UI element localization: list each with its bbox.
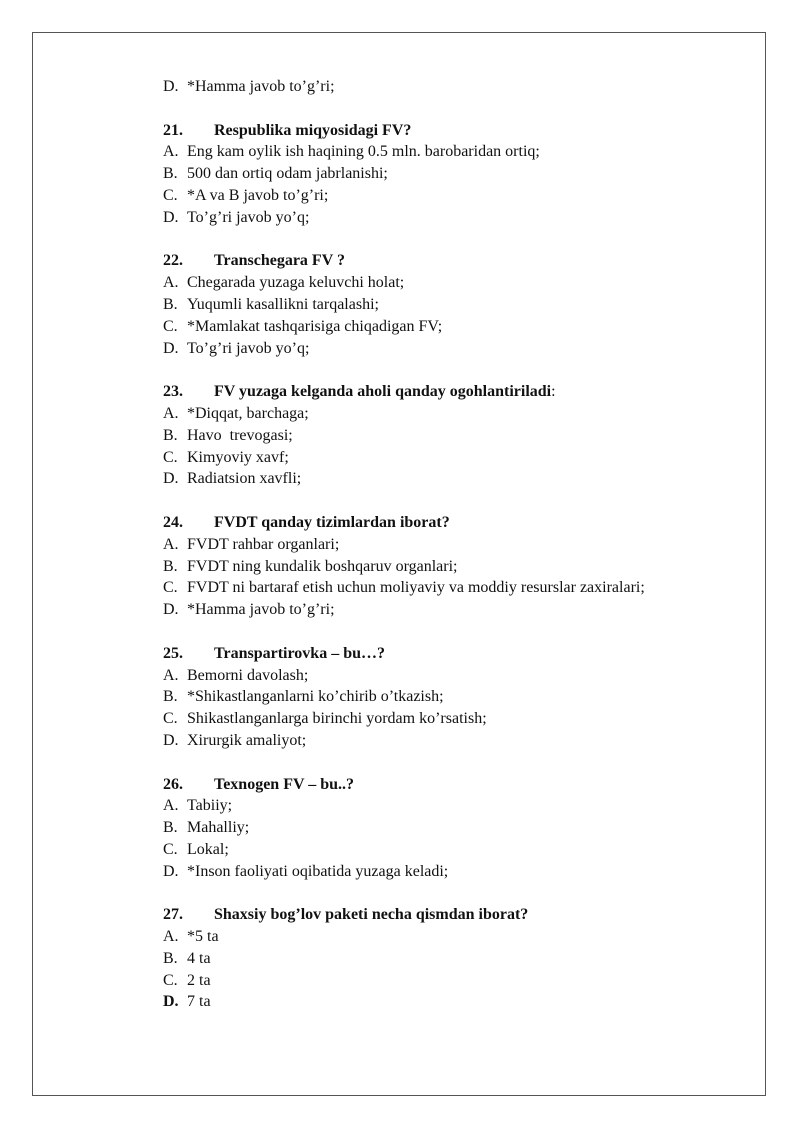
- question-24-option-b: [163, 556, 763, 578]
- question-21-option-c: [163, 185, 763, 207]
- option-text: Eng kam oylik ish haqining 0.5 mln. barobaridan ortiq;: [187, 143, 540, 161]
- question-25-option-b: [163, 686, 763, 708]
- question-number: 22.: [163, 252, 183, 270]
- question-title: Respublika miqyosidagi FV?: [214, 121, 412, 139]
- option-letter: B.: [163, 949, 178, 967]
- option-text: Yuqumli kasallikni tarqalashi;: [187, 295, 379, 313]
- option-text: *A va B javob to’g’ri;: [187, 186, 329, 204]
- option-letter: D.: [163, 993, 179, 1011]
- option-text: *Shikastlanganlarni ko’chirib o’tkazish;: [187, 688, 444, 706]
- question-number: 24.: [163, 513, 183, 531]
- question-24-option-d: [163, 599, 763, 621]
- question-26-option-b: [163, 817, 763, 839]
- option-letter: A.: [163, 404, 179, 422]
- question-23-option-d: [163, 468, 763, 490]
- question-title: Transchegara FV ?: [214, 252, 345, 270]
- option-text: FVDT rahbar organlari;: [187, 535, 340, 553]
- option-letter: C.: [163, 186, 178, 204]
- option-text: 7 ta: [187, 993, 211, 1011]
- option-text: To’g’ri javob yo’q;: [187, 339, 310, 357]
- option-letter: D.: [163, 339, 179, 357]
- question-27-heading: [163, 904, 763, 926]
- option-text: 500 dan ortiq odam jabrlanishi;: [187, 165, 388, 183]
- option-text: Radiatsion xavfli;: [187, 470, 302, 488]
- question-26-option-a: [163, 795, 763, 817]
- option-text: Shikastlanganlarga birinchi yordam ko’rsatish;: [187, 710, 487, 728]
- option-text: Chegarada yuzaga keluvchi holat;: [187, 274, 405, 292]
- option-letter: B.: [163, 557, 178, 575]
- question-21-heading: [163, 120, 763, 142]
- question-22-option-c: [163, 316, 763, 338]
- option-letter: A.: [163, 274, 179, 292]
- option-letter: C.: [163, 317, 178, 335]
- option-text: 4 ta: [187, 949, 211, 967]
- option-letter: D.: [163, 601, 179, 619]
- question-title-suffix: :: [551, 383, 556, 401]
- question-number: 27.: [163, 906, 183, 924]
- question-25-option-d: [163, 730, 763, 752]
- option-letter: D.: [163, 470, 179, 488]
- option-letter: D.: [163, 78, 179, 95]
- question-21-option-b: [163, 163, 763, 185]
- question-23-option-c: [163, 447, 763, 469]
- question-title: Shaxsiy bog’lov paketi necha qismdan iborat?: [214, 906, 529, 924]
- option-letter: C.: [163, 971, 178, 989]
- question-22-option-b: [163, 294, 763, 316]
- question-25-option-a: [163, 665, 763, 687]
- option-letter: A.: [163, 143, 179, 161]
- option-text: Tabiiy;: [187, 797, 233, 815]
- question-23-heading: [163, 381, 763, 403]
- document-content: [163, 76, 763, 1013]
- option-text: FVDT ning kundalik boshqaruv organlari;: [187, 557, 458, 575]
- option-text: *Diqqat, barchaga;: [187, 404, 309, 422]
- option-letter: C.: [163, 840, 178, 858]
- question-22-heading: [163, 250, 763, 272]
- question-number: 25.: [163, 644, 183, 662]
- option-text: *Hamma javob to’g’ri;: [187, 78, 335, 95]
- option-text: *Mamlakat tashqarisiga chiqadigan FV;: [187, 317, 443, 335]
- question-21-option-a: [163, 141, 763, 163]
- option-text: FVDT ni bartaraf etish uchun moliyaviy va moddiy resurslar zaxiralari;: [187, 579, 645, 597]
- option-letter: C.: [163, 579, 178, 597]
- option-letter: B.: [163, 688, 178, 706]
- question-26-option-d: [163, 861, 763, 883]
- question-27-option-a: [163, 926, 763, 948]
- option-letter: A.: [163, 797, 179, 815]
- question-number: 21.: [163, 121, 183, 139]
- option-letter: C.: [163, 710, 178, 728]
- option-letter: B.: [163, 165, 178, 183]
- option-letter: A.: [163, 666, 179, 684]
- question-27-option-b: [163, 948, 763, 970]
- question-27-option-c: [163, 970, 763, 992]
- question-23-option-a: [163, 403, 763, 425]
- question-title: FV yuzaga kelganda aholi qanday ogohlantiriladi: [214, 383, 552, 401]
- question-24-option-c: [163, 577, 763, 599]
- option-text: 2 ta: [187, 971, 211, 989]
- question-title: Texnogen FV – bu..?: [214, 775, 355, 793]
- question-22-option-d: [163, 338, 763, 360]
- option-text: Kimyoviy xavf;: [187, 448, 289, 466]
- option-letter: D.: [163, 862, 179, 880]
- question-21-option-d: [163, 207, 763, 229]
- question-title: FVDT qanday tizimlardan iborat?: [214, 513, 450, 531]
- lead-option: [163, 76, 763, 98]
- question-22-option-a: [163, 272, 763, 294]
- option-letter: D.: [163, 208, 179, 226]
- option-letter: D.: [163, 731, 179, 749]
- option-letter: C.: [163, 448, 178, 466]
- question-26-heading: [163, 774, 763, 796]
- option-text: *Inson faoliyati oqibatida yuzaga keladi;: [187, 862, 449, 880]
- option-text: *Hamma javob to’g’ri;: [187, 601, 335, 619]
- option-text: Lokal;: [187, 840, 229, 858]
- option-text: To’g’ri javob yo’q;: [187, 208, 310, 226]
- option-text: Xirurgik amaliyot;: [187, 731, 307, 749]
- question-number: 23.: [163, 383, 183, 401]
- question-title: Transpartirovka – bu…?: [214, 644, 385, 662]
- option-text: Mahalliy;: [187, 819, 250, 837]
- option-text: Havo trevogasi;: [187, 426, 293, 444]
- option-letter: A.: [163, 928, 179, 946]
- option-letter: B.: [163, 295, 178, 313]
- question-26-option-c: [163, 839, 763, 861]
- option-letter: B.: [163, 819, 178, 837]
- question-23-option-b: [163, 425, 763, 447]
- option-letter: A.: [163, 535, 179, 553]
- question-number: 26.: [163, 775, 183, 793]
- question-25-heading: [163, 643, 763, 665]
- option-text: Bemorni davolash;: [187, 666, 309, 684]
- question-25-option-c: [163, 708, 763, 730]
- option-letter: B.: [163, 426, 178, 444]
- question-27-option-d: [163, 991, 763, 1013]
- option-text: *5 ta: [187, 928, 219, 946]
- question-24-option-a: [163, 534, 763, 556]
- question-24-heading: [163, 512, 763, 534]
